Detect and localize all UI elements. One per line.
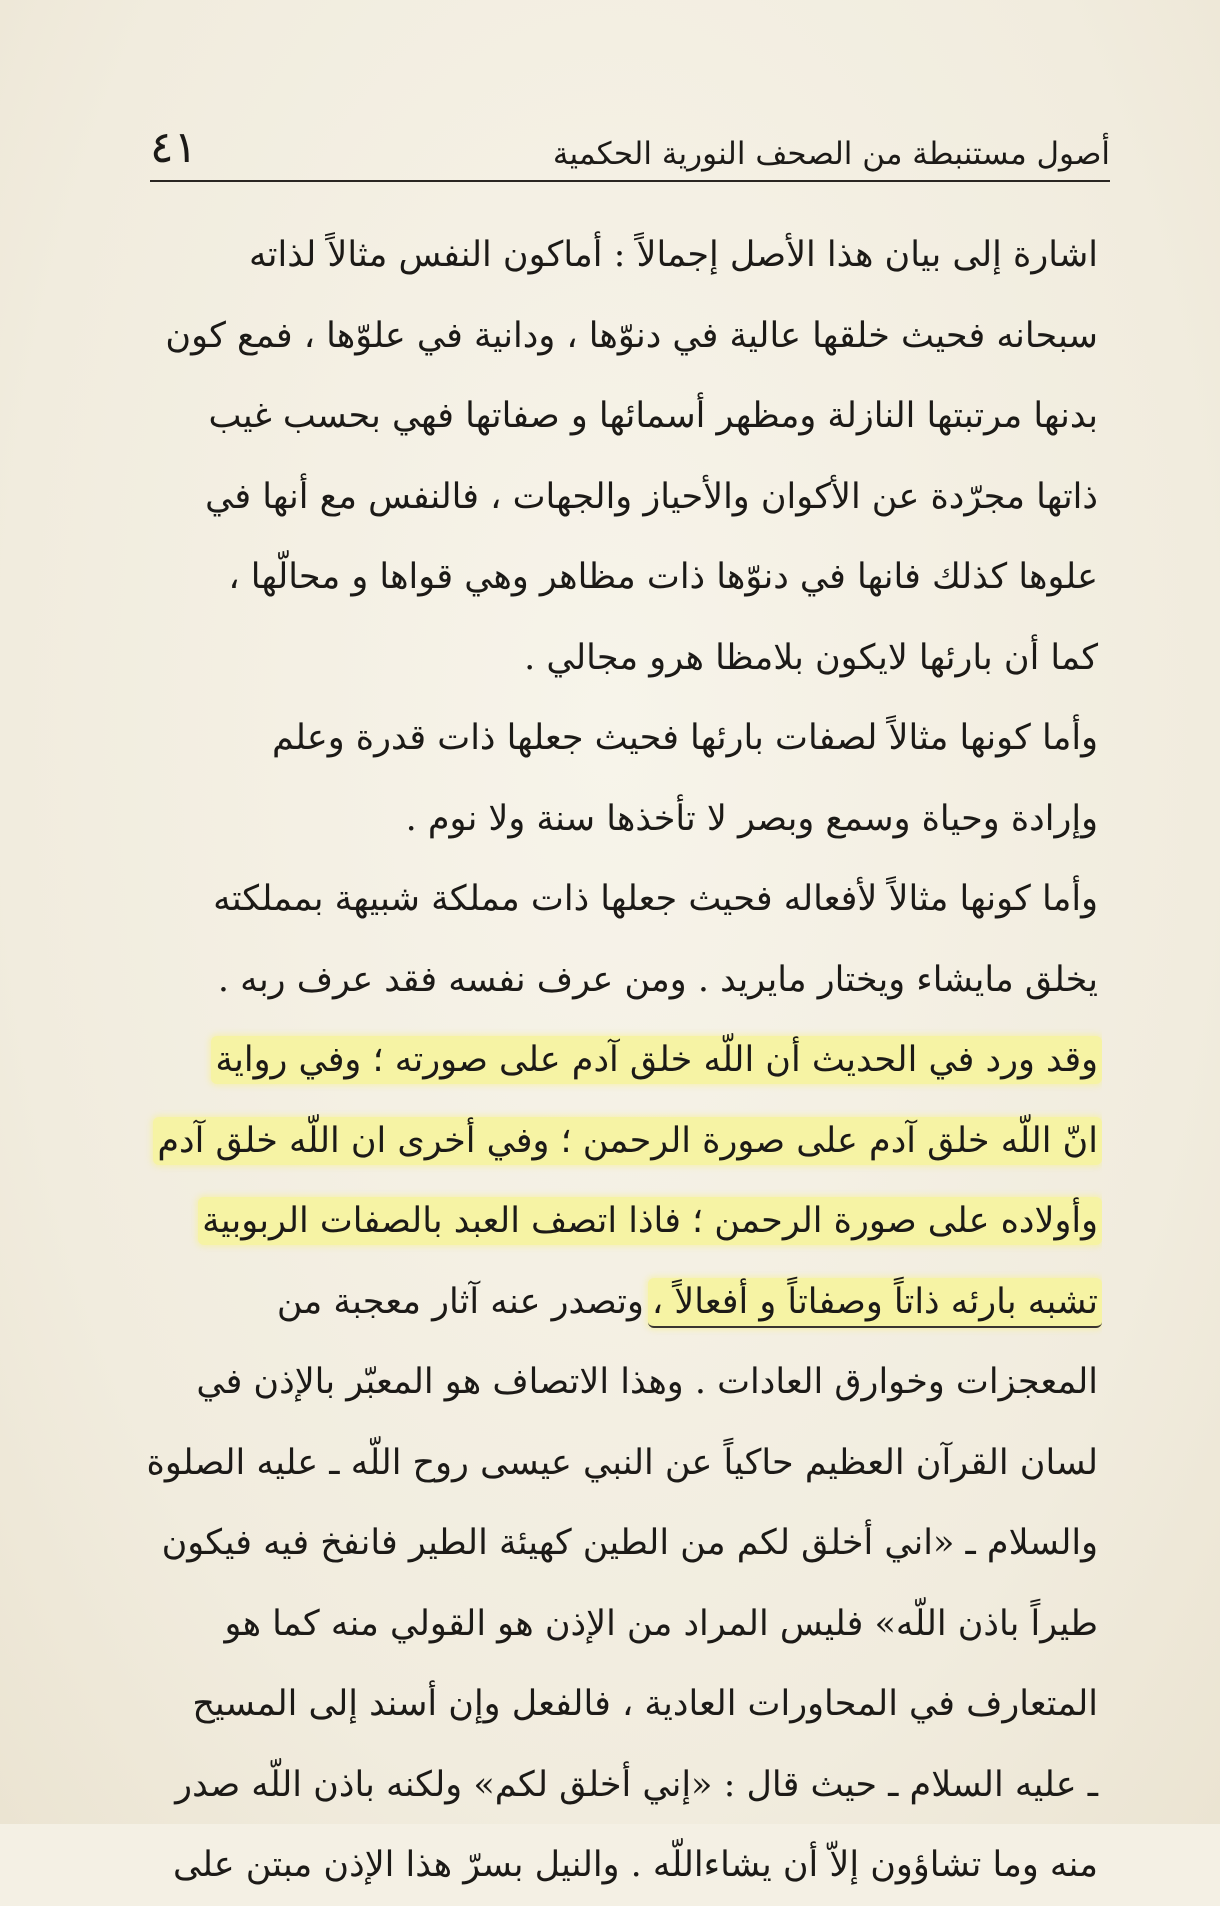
text-line: ـ عليه السلام ـ حيث قال : «إني أخلق لكم» ولكنه باذن اللّه صدر bbox=[175, 1764, 1098, 1805]
text-line: علوها كذلك فانها في دنوّها ذات مظاهر وهي قواها و محالّها ، bbox=[228, 557, 1098, 597]
text-line: سبحانه فحيث خلقها عالية في دنوّها ، ودانية في علوّها ، فمع كون bbox=[165, 315, 1098, 356]
text-line: يخلق مايشاء ويختار مايريد . ومن عرف نفسه فقد عرف ربه . bbox=[217, 959, 1098, 1000]
text-line: والسلام ـ «اني أخلق لكم من الطين كهيئة الطير فانفخ فيه فيكون bbox=[161, 1523, 1098, 1563]
text-line: اشارة إلى بيان هذا الأصل إجمالاً : أماكون النفس مثالاً لذاته bbox=[249, 235, 1098, 275]
body-text bbox=[142, 215, 1102, 1906]
page-number: ٤١ bbox=[150, 122, 198, 173]
text-line: وأما كونها مثالاً لصفات بارئها فحيث جعلها ذات قدرة وعلم bbox=[272, 718, 1098, 758]
text-line: ذاتها مجرّدة عن الأكوان والأحياز والجهات ، فالنفس مع أنها في bbox=[205, 476, 1098, 517]
text-line: بدنها مرتبتها النازلة ومظهر أسمائها و صفاتها فهي بحسب غيب bbox=[208, 396, 1098, 436]
text-line: طيراً باذن اللّه» فليس المراد من الإذن هو القولي منه كما هو bbox=[224, 1603, 1098, 1644]
highlighted-text-line: وأولاده على صورة الرحمن ؛ فاذا اتصف العبد بالصفات الربوبية bbox=[142, 1181, 1102, 1262]
header-rule bbox=[150, 180, 1110, 182]
text-line: وإرادة وحياة وسمع وبصر لا تأخذها سنة ولا نوم . bbox=[405, 798, 1098, 839]
text-line: كما أن بارئها لايكون بلامظا هرو مجالي . bbox=[524, 637, 1098, 678]
text-line: لسان القرآن العظيم حاكياً عن النبي عيسى روح اللّه ـ عليه الصلوة bbox=[146, 1442, 1098, 1483]
highlighted-text-line: وقد ورد في الحديث أن اللّه خلق آدم على صورته ؛ وفي رواية bbox=[142, 1020, 1102, 1101]
text-line: وأما كونها مثالاً لأفعاله فحيث جعلها ذات مملكة شبيهة بمملكته bbox=[213, 879, 1098, 919]
line-continuation: وتصدر عنه آثار معجبة من bbox=[276, 1281, 644, 1322]
text-line-with-underline bbox=[142, 1262, 1102, 1343]
highlighted-text-line: انّ اللّه خلق آدم على صورة الرحمن ؛ وفي أخرى ان اللّه خلق آدم bbox=[142, 1101, 1102, 1182]
text-line: منه وما تشاؤون إلاّ أن يشاءاللّه . والنيل بسرّ هذا الإذن مبتن على bbox=[173, 1845, 1098, 1885]
text-line: المعجزات وخوارق العادات . وهذا الاتصاف هو المعبّر بالإذن في bbox=[196, 1362, 1098, 1402]
text-line: المتعارف في المحاورات العادية ، فالفعل وإن أسند إلى المسيح bbox=[192, 1684, 1098, 1724]
underlined-phrase: تشبه بارئه ذاتاً وصفاتاً و أفعالاً ، bbox=[648, 1278, 1102, 1328]
running-head-title: أصول مستنبطة من الصحف النورية الحكمية bbox=[552, 136, 1110, 172]
running-head bbox=[150, 122, 1110, 182]
